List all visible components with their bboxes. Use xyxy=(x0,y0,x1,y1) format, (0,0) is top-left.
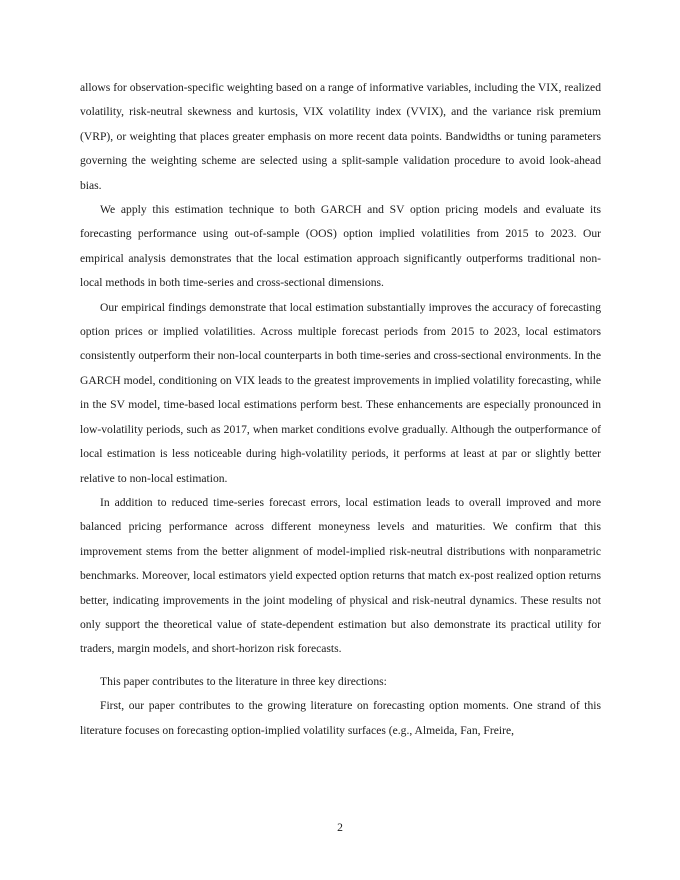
paragraph-estimation-technique: We apply this estimation technique to both GARCH and SV option pricing models and evaluate its forecasting performance using out-of-sample (OOS) option implied volatilities from 2015 to 2023. Our empirical analysis demonstrates that the local estimation approach significantly outperforms traditional non-local methods in both time-series and cross-sectional dimensions. xyxy=(80,203,601,290)
page-number: 2 xyxy=(337,821,343,834)
paragraph-first-contribution: First, our paper contributes to the growing literature on forecasting option moments. One strand of this literature focuses on forecasting option-implied volatility surfaces (e.g., Almeida, Fan, Freire, xyxy=(80,699,601,737)
paragraph-contributions-intro: This paper contributes to the literature in three key directions: xyxy=(100,674,387,688)
paragraph-weighting-variables: allows for observation-specific weighting based on a range of informative variables, including the VIX, realized volatility, risk-neutral skewness and kurtosis, VIX volatility index (VVIX), and the variance risk premium (VRP), or weighting that places greater emphasis on more recent data points. Bandwidths or tuning parameters governing the weighting scheme are selected using a split-sample validation procedure to avoid look-ahead bias. xyxy=(80,81,601,192)
paragraph-pricing-performance: In addition to reduced time-series forecast errors, local estimation leads to overall improved and more balanced pricing performance across different moneyness levels and maturities. We confirm that this improvement stems from the better alignment of model-implied risk-neutral distributions with nonparametric benchmarks. Moreover, local estimators yield expected option returns that match ex-post realized option returns better, indicating improvements in the joint modeling of physical and risk-neutral dynamics. These results not only support the theoretical value of state-dependent estimation but also demonstrate its practical utility for traders, margin models, and short-horizon risk forecasts. xyxy=(80,495,601,656)
page-body xyxy=(80,76,601,743)
paragraph-empirical-findings: Our empirical findings demonstrate that local estimation substantially improves the accuracy of forecasting option prices or implied volatilities. Across multiple forecast periods from 2015 to 2023, local estimators consistently outperform their non-local counterparts in both time-series and cross-sectional environments. In the GARCH model, conditioning on VIX leads to the greatest improvements in implied volatility forecasting, while in the SV model, time-based local estimations perform best. These enhancements are especially pronounced in low-volatility periods, such as 2017, when market conditions evolve gradually. Although the outperformance of local estimation is less noticeable during high-volatility periods, it performs at least at par or slightly better relative to non-local estimation. xyxy=(80,300,601,485)
